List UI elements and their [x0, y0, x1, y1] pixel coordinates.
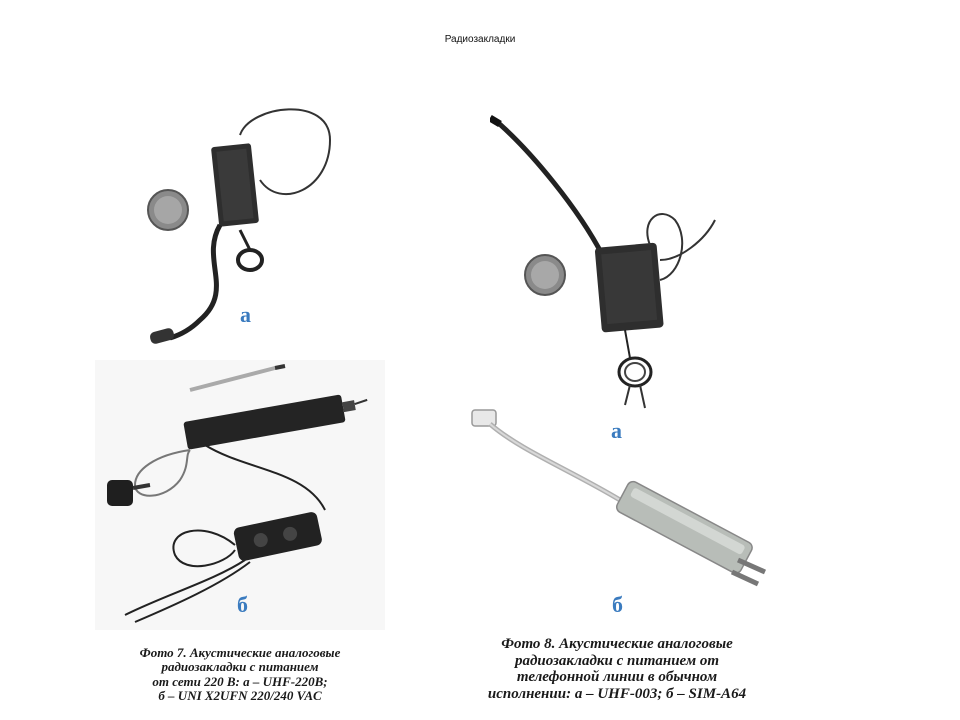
photo-7a-label: а [240, 302, 251, 327]
photo-8-caption [452, 636, 782, 702]
photo-8a-device [490, 110, 730, 420]
photo-8-caption-line-3: телефонной линии в обычном [516, 669, 718, 685]
photo-7-caption-line-4: б – UNI X2UFN 220/240 VAC [158, 687, 322, 703]
photo-7b-label: б [237, 592, 248, 617]
photo-7-caption [90, 646, 390, 703]
photo-8-caption-line-1: Фото 8. Акустические аналоговые [501, 636, 733, 652]
photo-7b-device [95, 360, 385, 630]
photo-8-caption-line-2: радиозакладки с питанием от [514, 652, 720, 669]
photo-7-caption-line-2: радиозакладки с питанием [161, 659, 319, 675]
photo-7-caption-line-1: Фото 7. Акустические аналоговые [139, 645, 341, 660]
photo-7a-device [140, 100, 370, 355]
photo-8b-label: б [612, 592, 623, 617]
photo-7-caption-line-3: от сети 220 В: а – UHF-220В; [152, 673, 328, 689]
photo-8b-device [460, 400, 780, 590]
slide-title: Радиозакладки [444, 34, 516, 45]
photo-8-caption-line-4: исполнении: а – UHF-003; б – SIM-A64 [487, 685, 747, 702]
photo-8a-label: а [611, 418, 622, 443]
